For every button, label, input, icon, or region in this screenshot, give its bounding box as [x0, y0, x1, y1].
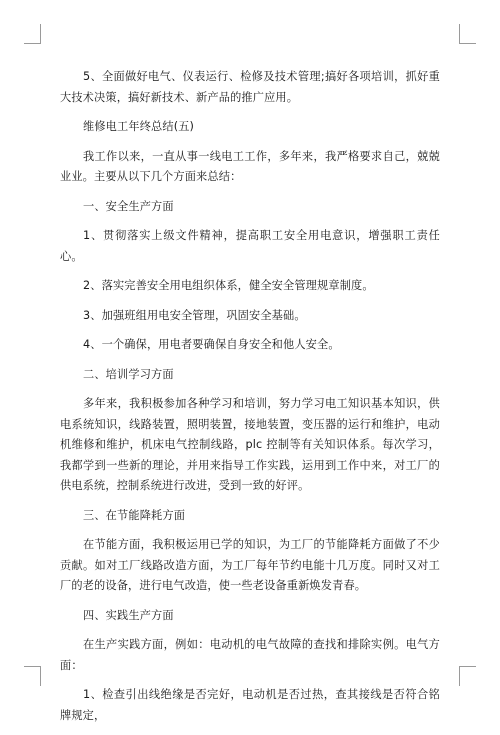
crop-mark-bottom-left-horizontal [24, 666, 41, 667]
crop-mark-top-left-vertical [40, 24, 41, 44]
intro-paragraph: 我工作以来，一直从事一线电工工作，多年来，我严格要求自己，兢兢业业。主要从以下几个方面来总结： [60, 149, 440, 183]
crop-mark-top-right-horizontal [459, 43, 476, 44]
paragraph-item-5: 5、全面做好电气、仪表运行、检修及技术管理;搞好各项培训，抓好重大技术决策，搞好新技术、新产品的推广应用。 [60, 70, 440, 104]
training-paragraph: 多年来，我积极参加各种学习和培训，努力学习电工知识基本知识，供电系统知识，线路装置，照明装置，接地装置，变压器的运行和维护，电动机维修和维护，机床电气控制线路，plc 控制等有关知识体系。每次学习，我都学到一些新的理论，并用来指导工作实践，运用到工作中来，对工厂的供电系统，控制系统进行改进，受到一致的好评。 [60, 397, 440, 492]
crop-mark-bottom-right-horizontal [459, 666, 476, 667]
crop-mark-bottom-right-vertical [459, 666, 460, 686]
practice-item-1: 1、检查引出线绝缘是否完好，电动机是否过热，查其接线是否符合铭牌规定， [60, 688, 440, 722]
heading-energy-saving: 三、在节能降耗方面 [83, 508, 186, 522]
safety-item-2: 2、落实完善安全用电组织体系，健全安全管理规章制度。 [83, 279, 374, 292]
document-body [60, 67, 440, 735]
section-title: 维修电工年终总结(五) [83, 120, 195, 133]
safety-item-4: 4、一个确保，用电者要确保自身安全和他人安全。 [83, 338, 340, 351]
heading-practice: 四、实践生产方面 [83, 608, 174, 622]
energy-saving-paragraph: 在节能方面，我积极运用已学的知识，为工厂的节能降耗方面做了不少贡献。如对工厂线路改造方面，为工厂每年节约电能十几万度。同时又对工厂的老的设备，进行电气改造，使一些老设备重新焕发青春。 [60, 538, 440, 592]
heading-safety: 一、安全生产方面 [83, 199, 174, 213]
crop-mark-bottom-left-vertical [40, 666, 41, 686]
heading-training: 二、培训学习方面 [83, 367, 174, 381]
practice-paragraph: 在生产实践方面，例如：电动机的电气故障的查找和排除实例。电气方面： [60, 638, 440, 672]
safety-item-1: 1、贯彻落实上级文件精神，提高职工安全用电意识，增强职工责任心。 [60, 229, 440, 263]
safety-item-3: 3、加强班组用电安全管理，巩固安全基础。 [83, 308, 306, 322]
crop-mark-top-left-horizontal [24, 43, 41, 44]
crop-mark-top-right-vertical [459, 24, 460, 44]
